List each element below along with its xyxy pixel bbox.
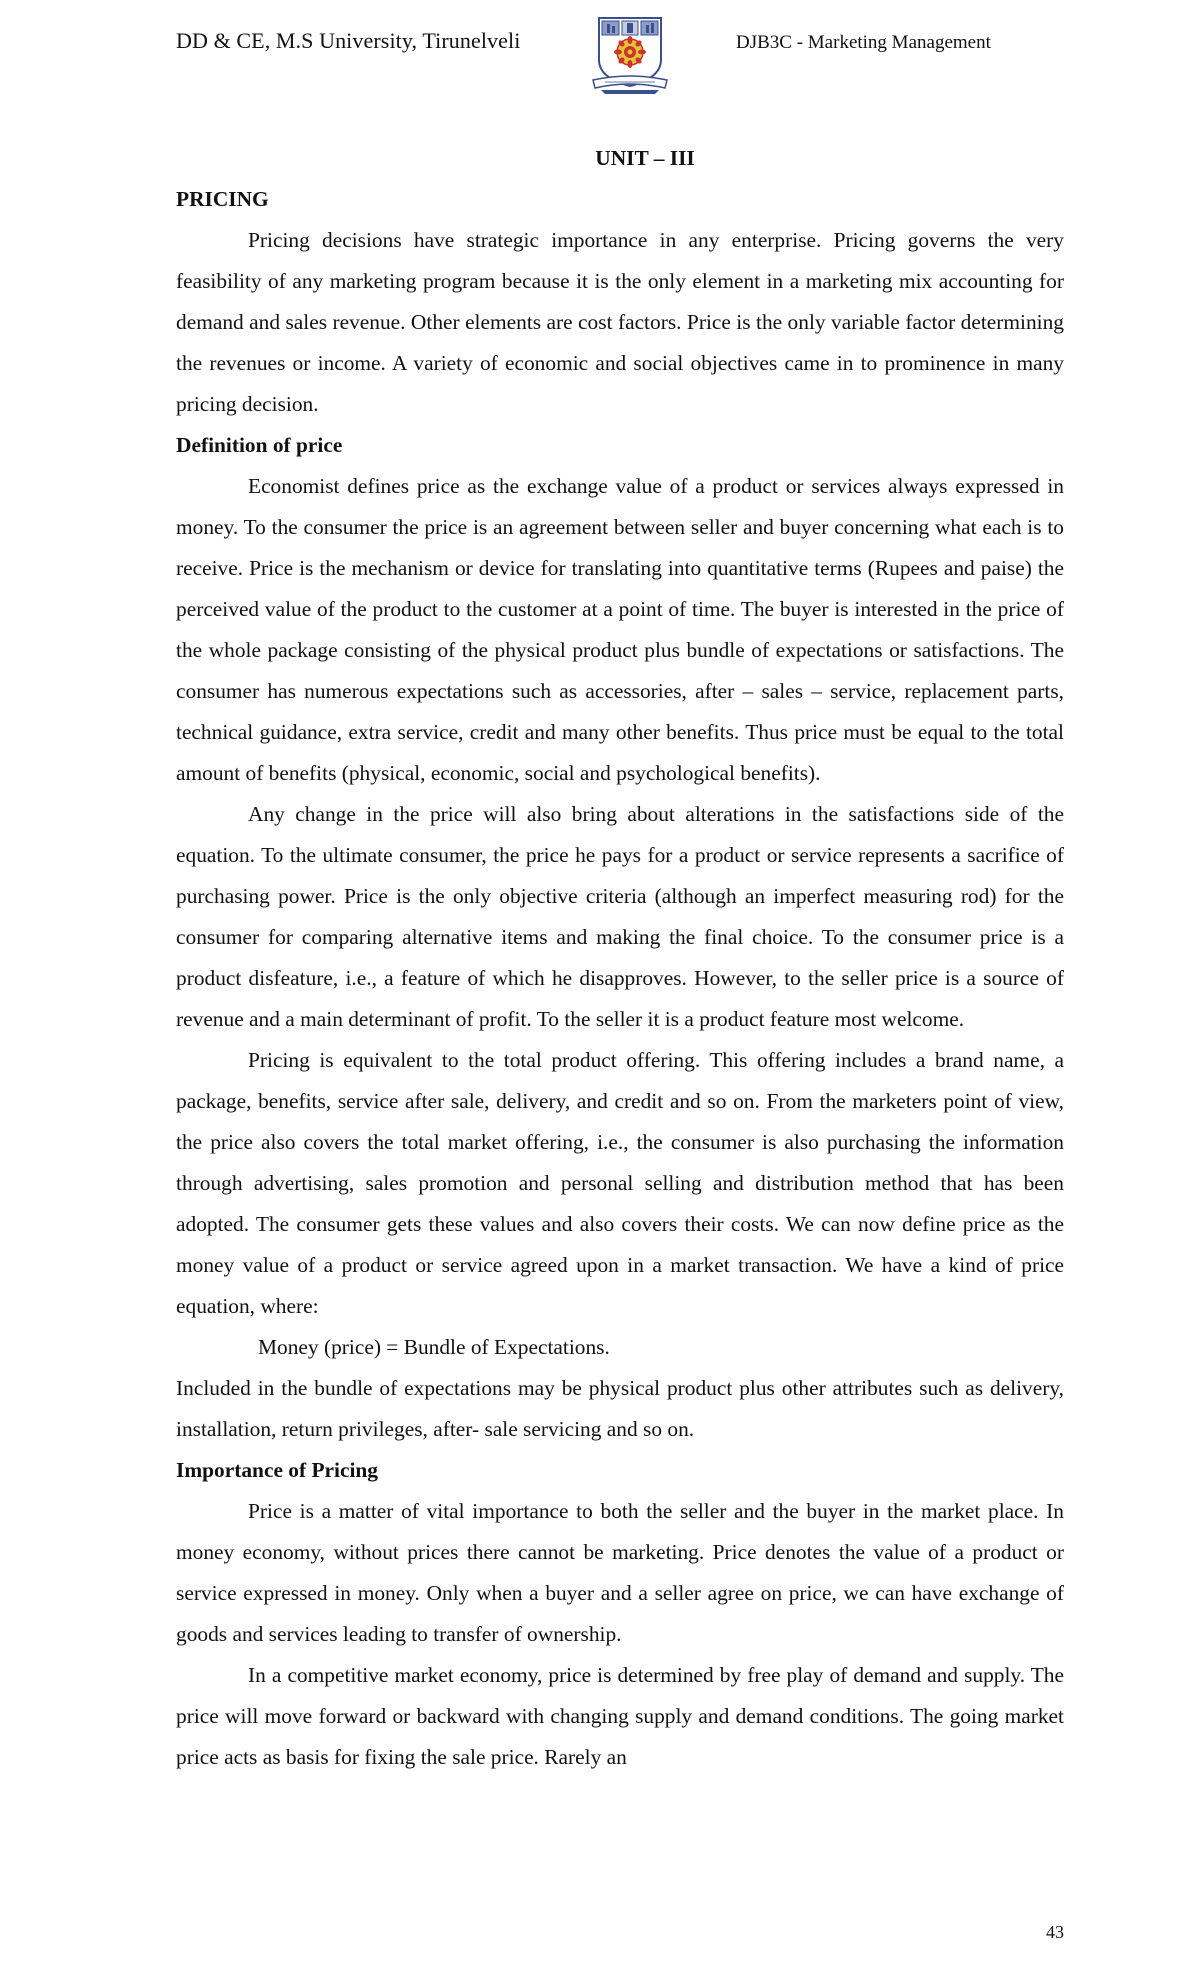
unit-title: UNIT – III: [595, 146, 695, 170]
paragraph-definition-1: Economist defines price as the exchange value of a product or services always expressed in money. To the consumer the price is an agreement between seller and buyer concerning what each is to receive. Price is the mechanism or device for translating into quantitative terms (Rupees and paise) the perceived value of the product to the customer at a point of time. The buyer is interested in the price of the whole package consisting of the physical product plus bundle of expectations or satisfactions. The consumer has numerous expectations such as accessories, after – sales – service, replacement parts, technical guidance, extra service, credit and many other benefits. Thus price must be equal to the total amount of benefits (physical, economic, social and psychological benefits).: [176, 474, 1064, 785]
paragraph-pricing: Pricing decisions have strategic importance in any enterprise. Pricing governs the very feasibility of any marketing program because it is the only element in a marketing mix accounting for demand and sales revenue. Other elements are cost factors. Price is the only variable factor determining the revenues or income. A variety of economic and social objectives came in to prominence in many pricing decision.: [176, 228, 1064, 416]
price-equation: Money (price) = Bundle of Expectations.: [258, 1335, 610, 1359]
heading-importance-of-pricing: Importance of Pricing: [176, 1458, 378, 1482]
paragraph-importance-2: In a competitive market economy, price is determined by free play of demand and supply. The price will move forward or backward with changing supply and demand conditions. The going market price acts as basis for fixing the sale price. Rarely an: [176, 1663, 1064, 1769]
header-course: DJB3C - Marketing Management: [736, 32, 991, 53]
paragraph-definition-2: Any change in the price will also bring about alterations in the satisfactions side of the equation. To the ultimate consumer, the price he pays for a product or service represents a sacrifice of purchasing power. Price is the only objective criteria (although an imperfect measuring rod) for the consumer for comparing alternative items and making the final choice. To the consumer price is a product disfeature, i.e., a feature of which he disapproves. However, to the seller price is a source of revenue and a main determinant of profit. To the seller it is a product feature most welcome.: [176, 802, 1064, 1031]
paragraph-importance-1: Price is a matter of vital importance to both the seller and the buyer in the market place. In money economy, without prices there cannot be marketing. Price denotes the value of a product or service expressed in money. Only when a buyer and a seller agree on price, we can have exchange of goods and services leading to transfer of ownership.: [176, 1499, 1064, 1646]
paragraph-definition-3: Pricing is equivalent to the total product offering. This offering includes a brand name, a package, benefits, service after sale, delivery, and credit and so on. From the marketers point of view, the price also covers the total market offering, i.e., the consumer is also purchasing the information through advertising, sales promotion and personal selling and distribution method that has been adopted. The consumer gets these values and also covers their costs. We can now define price as the money value of a product or service agreed upon in a market transaction. We have a kind of price equation, where:: [176, 1048, 1064, 1318]
paragraph-definition-4: Included in the bundle of expectations may be physical product plus other attributes such as delivery, installation, return privileges, after- sale servicing and so on.: [176, 1376, 1064, 1441]
university-seal-icon: [585, 12, 675, 96]
document-body: [176, 138, 1064, 1778]
header-institution: DD & CE, M.S University, Tirunelveli: [176, 28, 521, 53]
page-number: 43: [1046, 1922, 1064, 1942]
heading-definition-of-price: Definition of price: [176, 433, 343, 457]
heading-pricing: PRICING: [176, 187, 269, 211]
page-header: [0, 0, 1200, 100]
